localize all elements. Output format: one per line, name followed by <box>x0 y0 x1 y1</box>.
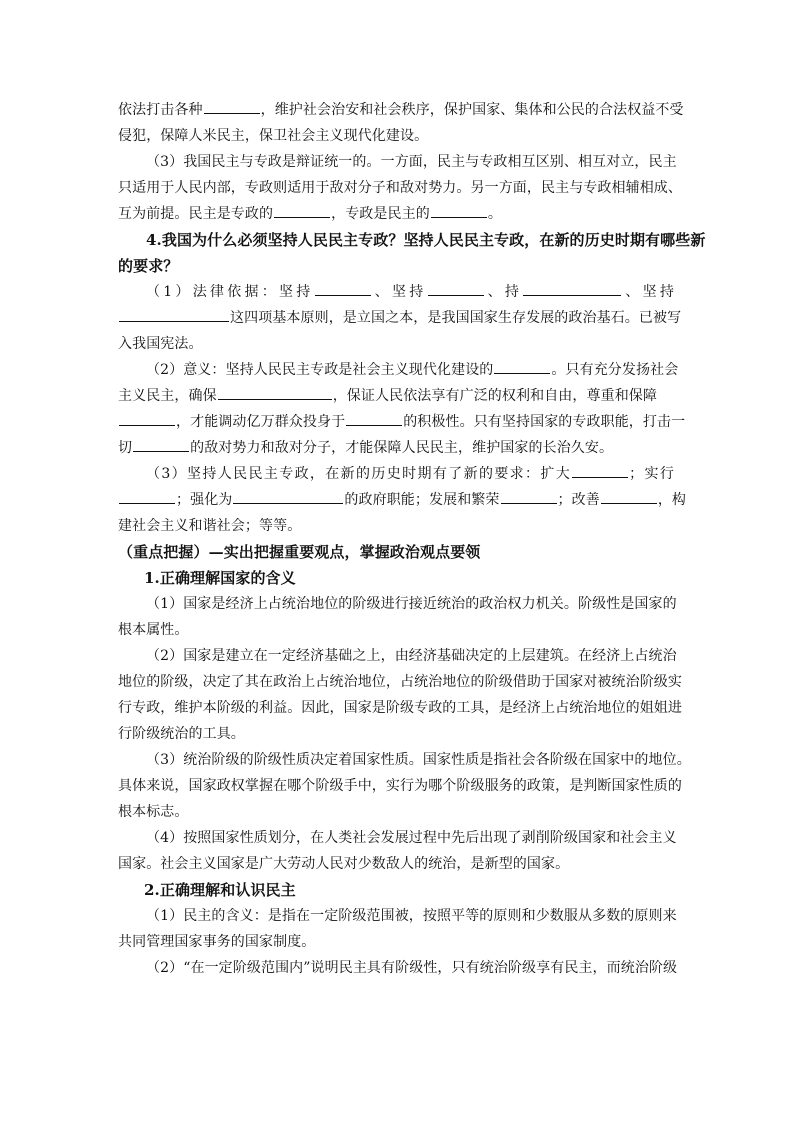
text-line <box>118 149 677 175</box>
text-run: ，才能调动亿万群众投身于 <box>176 414 346 430</box>
text-line <box>118 591 677 617</box>
fill-in-blank <box>119 307 229 322</box>
text-line <box>118 201 674 227</box>
text-line <box>118 383 674 409</box>
text-line <box>118 617 674 643</box>
fill-in-blank <box>133 437 189 452</box>
text-run: 入我国宪法。 <box>118 336 203 352</box>
text-line <box>118 487 687 513</box>
text-run: 、坚持 <box>622 284 674 300</box>
text-line <box>118 643 677 669</box>
text-run: 具体来说，国家政权掌握在哪个阶级手中，实行为哪个阶级服务的政策，是判断国家性质的 <box>118 778 682 794</box>
section-heading <box>118 253 674 279</box>
fill-in-blank <box>274 203 330 218</box>
fill-in-blank <box>523 281 621 296</box>
text-run: （重点把握）—实出把握重要观点，掌握政治观点要领 <box>118 543 481 561</box>
text-run: 。只有充分发扬社会 <box>551 362 679 378</box>
text-run: 1.正确理解国家的含义 <box>144 569 296 587</box>
text-run: 行专政，维护本阶级的利益。因此，国家是阶级专政的工具，是经济上占统治地位的姐姐进 <box>118 700 682 716</box>
fill-in-blank <box>233 489 343 504</box>
text-run: ，维护社会治安和社会秩序，保护国家、集体和公民的合法权益不受 <box>260 102 684 118</box>
text-run: （2）意义：坚持人民民主专政是社会主义现代化建设的 <box>146 362 494 378</box>
text-run: 共同管理国家事务的国家制度。 <box>118 934 316 950</box>
text-run: 行阶级统治的工具。 <box>118 726 245 742</box>
text-line <box>118 773 682 799</box>
text-run: 2.正确理解和认识民主 <box>144 881 296 899</box>
text-run: 、坚持 <box>371 284 427 300</box>
text-line <box>118 903 677 929</box>
text-run: 主义民主，确保 <box>118 388 217 404</box>
text-line <box>118 279 674 305</box>
text-line <box>118 409 686 435</box>
fill-in-blank <box>601 489 657 504</box>
text-line <box>118 357 679 383</box>
fill-in-blank <box>204 99 260 114</box>
text-line <box>118 97 684 123</box>
text-run: 依法打击各种 <box>118 102 203 118</box>
text-run: （3）坚持人民民主专政，在新的历史时期有了新的要求：扩大 <box>146 466 572 482</box>
text-line <box>118 175 682 201</box>
text-run: 、持 <box>484 284 523 300</box>
text-run: ，构 <box>657 492 687 508</box>
text-run: 的要求？ <box>118 257 179 275</box>
fill-in-blank <box>428 281 484 296</box>
text-run: （1）国家是经济上占统治地位的阶级进行接近统治的政治权力机关。阶级性是国家的 <box>146 596 677 612</box>
fill-in-blank <box>218 385 332 400</box>
fill-in-blank <box>572 463 628 478</box>
text-line <box>118 721 674 747</box>
text-run: （1）法律依据：坚持 <box>146 284 314 300</box>
section-heading <box>118 539 674 565</box>
text-run: （3）我国民主与专政是辩证统一的。一方面，民主与专政相互区别、相互对立，民主 <box>146 154 677 170</box>
text-line <box>118 331 674 357</box>
section-heading <box>118 877 674 903</box>
text-line <box>118 929 674 955</box>
section-heading <box>118 227 706 253</box>
text-run: （2）“在一定阶级范围内”说明民主具有阶级性，只有统治阶级享有民主，而统治阶级 <box>146 960 678 976</box>
fill-in-blank <box>431 203 487 218</box>
text-run: 侵犯，保障人米民主，保卫社会主义现代化建设。 <box>118 128 429 144</box>
text-run: ；实行 <box>629 466 674 482</box>
text-run: （3）统治阶级的阶级性质决定着国家性质。国家性质是指社会各阶级在国家中的地位。 <box>146 752 691 768</box>
text-line <box>118 513 674 539</box>
fill-in-blank <box>119 489 175 504</box>
fill-in-blank <box>346 411 402 426</box>
text-run: 互为前提。民主是专政的 <box>118 206 274 222</box>
fill-in-blank <box>501 489 557 504</box>
text-run: 根本标志。 <box>118 804 189 820</box>
text-run: 地位的阶级，决定了其在政治上占统治地位，占统治地位的阶级借助于国家对被统治阶级实 <box>118 674 682 690</box>
text-run: 4.我国为什么必须坚持人民民主专政？坚持人民民主专政，在新的历史时期有哪些新 <box>146 231 706 249</box>
text-run: 国家。社会主义国家是广大劳动人民对少数敌人的统治，是新型的国家。 <box>118 856 570 872</box>
text-line <box>118 799 674 825</box>
text-line <box>118 825 677 851</box>
fill-in-blank <box>315 281 371 296</box>
text-run: （1）民主的含义：是指在一定阶级范围被，按照平等的原则和少数服从多数的原则来 <box>146 908 677 924</box>
text-line <box>118 435 674 461</box>
text-run: 根本属性。 <box>118 622 189 638</box>
document-body <box>118 97 706 981</box>
fill-in-blank <box>119 411 175 426</box>
text-line <box>118 695 682 721</box>
text-line <box>118 747 691 773</box>
text-run: 只适用于人民内部，专政则适用于敌对分子和敌对势力。另一方面，民主与专政相辅相成、 <box>118 180 682 196</box>
text-line <box>118 955 678 981</box>
text-run: ，专政是民主的 <box>331 206 430 222</box>
text-line <box>118 851 674 877</box>
text-run: 的敌对势力和敌对分子，才能保障人民民主，维护国家的长治久安。 <box>190 440 614 456</box>
text-line <box>118 123 674 149</box>
fill-in-blank <box>494 359 550 374</box>
text-run: （2）国家是建立在一定经济基础之上，由经济基础决定的上层建筑。在经济上占统治 <box>146 648 677 664</box>
text-line <box>118 305 682 331</box>
text-run: 切 <box>118 440 133 456</box>
text-run: ；强化为 <box>176 492 233 508</box>
section-heading <box>118 565 674 591</box>
text-line <box>118 669 682 695</box>
text-run: （4）按照国家性质划分，在人类社会发展过程中先后出现了剥削阶级国家和社会主义 <box>146 830 677 846</box>
text-run: 这四项基本原则，是立国之本，是我国国家生存发展的政治基石。已被写 <box>230 310 682 326</box>
text-line <box>118 461 674 487</box>
text-run: ；改善 <box>557 492 600 508</box>
text-run: 建社会主义和谐社会；等等。 <box>118 518 302 534</box>
text-run: ，保证人民依法享有广泛的权利和自由，尊重和保障 <box>332 388 658 404</box>
text-run: 的政府职能；发展和繁荣 <box>344 492 500 508</box>
text-run: 的积极性。只有坚持国家的专政职能，打击一 <box>403 414 686 430</box>
text-run: 。 <box>487 206 502 222</box>
